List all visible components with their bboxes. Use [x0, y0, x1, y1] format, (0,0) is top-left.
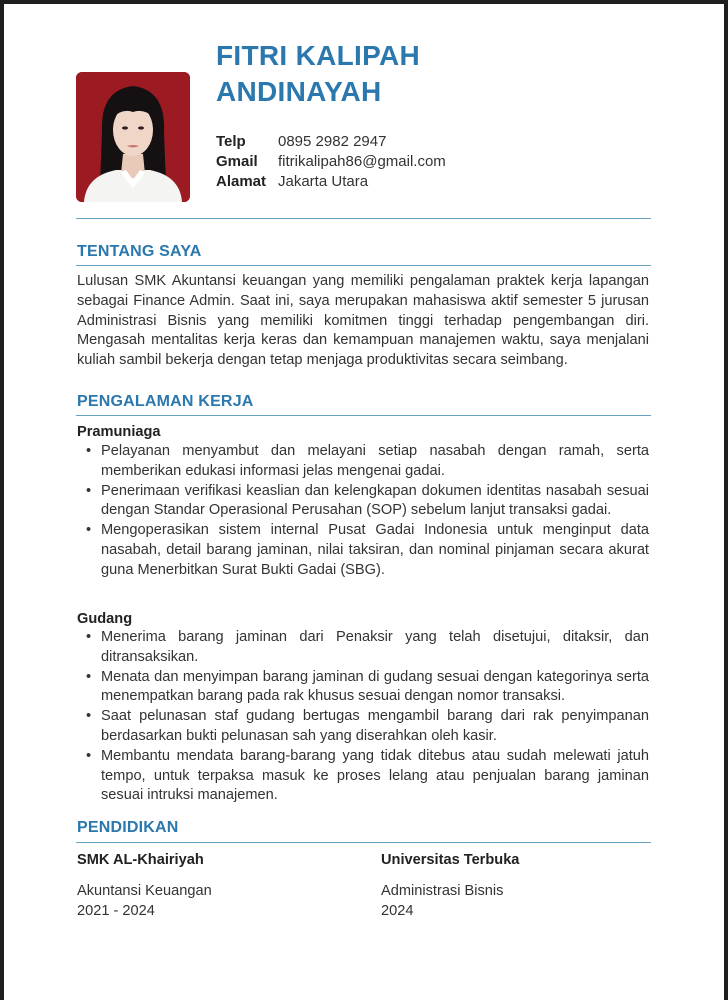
study-years: 2021 - 2024 — [77, 903, 155, 919]
contact-phone — [216, 132, 446, 152]
job-duties-gudang — [77, 628, 649, 806]
major: Akuntansi Keuangan — [77, 883, 212, 899]
candidate-name — [216, 38, 420, 110]
about-section-title: TENTANG SAYA — [77, 243, 202, 260]
school-name: Universitas Terbuka — [381, 852, 520, 868]
address-value: Jakarta Utara — [278, 173, 369, 190]
education-section-title: PENDIDIKAN — [77, 819, 179, 836]
school-name: SMK AL-Khairiyah — [77, 852, 204, 868]
education-item-smk — [77, 850, 212, 921]
list-item: • Menerima barang jaminan dari Penaksir yang telah disetujui, ditaksir, dan ditransaksikan. — [77, 628, 649, 668]
job-title-gudang: Gudang — [77, 611, 133, 627]
contact-list — [216, 132, 446, 192]
name-line-2: ANDINAYAH — [216, 76, 382, 107]
experience-divider — [76, 415, 651, 416]
study-years: 2024 — [381, 903, 414, 919]
contact-address — [216, 172, 446, 192]
contact-email — [216, 152, 446, 172]
email-value: fitrikalipah86@gmail.com — [278, 153, 446, 170]
experience-section-title: PENGALAMAN KERJA — [77, 393, 254, 410]
job-title-pramuniaga: Pramuniaga — [77, 424, 161, 440]
profile-photo — [76, 72, 190, 202]
header-divider — [76, 218, 651, 219]
list-item: • Menata dan menyimpan barang jaminan di gudang sesuai dengan kategorinya serta menempatkan barang pada rak khusus sesuai dengan nomor transaksi. — [77, 668, 649, 708]
name-line-1: FITRI KALIPAH — [216, 40, 421, 71]
education-divider — [76, 842, 651, 843]
job-duties-pramuniaga — [77, 442, 649, 581]
list-item: • Mengoperasikan sistem internal Pusat Gadai Indonesia untuk menginput data nasabah, detail barang jaminan, nilai taksiran, dan nominal pinjaman secara akurat guna Menerbitkan Surat Bukti Gadai (SBG). — [77, 521, 649, 580]
about-divider — [76, 265, 651, 266]
contact-label: Gmail — [216, 153, 258, 170]
contact-label: Telp — [216, 133, 246, 150]
list-item: • Pelayanan menyambut dan melayani setiap nasabah dengan ramah, serta memberikan edukasi informasi jelas mengenai gadai. — [77, 442, 649, 482]
phone-value: 0895 2982 2947 — [278, 133, 387, 150]
about-text: Lulusan SMK Akuntansi keuangan yang memiliki pengalaman praktek kerja lapangan sebagai Finance Admin. Saat ini, saya merupakan mahasiswa aktif semester 5 jurusan Administrasi Bisnis yang memiliki komitmen tinggi terhadap pengembangan diri. Mengasah mentalitas kerja keras dan kemampuan manajemen waktu, saya menjalani kuliah sambil bekerja dengan tetap menjaga produktivitas secara seimbang. — [77, 273, 649, 369]
list-item: • Membantu mendata barang-barang yang tidak ditebus atau sudah melewati jatuh tempo, untuk terpaksa masuk ke proses lelang atau penjualan barang jaminan sesuai intruksi manajemen. — [77, 747, 649, 806]
contact-label: Alamat — [216, 173, 267, 190]
education-item-ut — [381, 850, 519, 921]
major: Administrasi Bisnis — [381, 883, 504, 899]
list-item: • Saat pelunasan staf gudang bertugas mengambil barang dari rak penyimpanan berdasarkan bukti pelunasan sah yang diserahkan oleh kasir. — [77, 707, 649, 747]
list-item: • Penerimaan verifikasi keaslian dan kelengkapan dokumen identitas nasabah sesuai dengan Standar Operasional Perusahan (SOP) sebelum lanjut transaksi gadai. — [77, 482, 649, 522]
